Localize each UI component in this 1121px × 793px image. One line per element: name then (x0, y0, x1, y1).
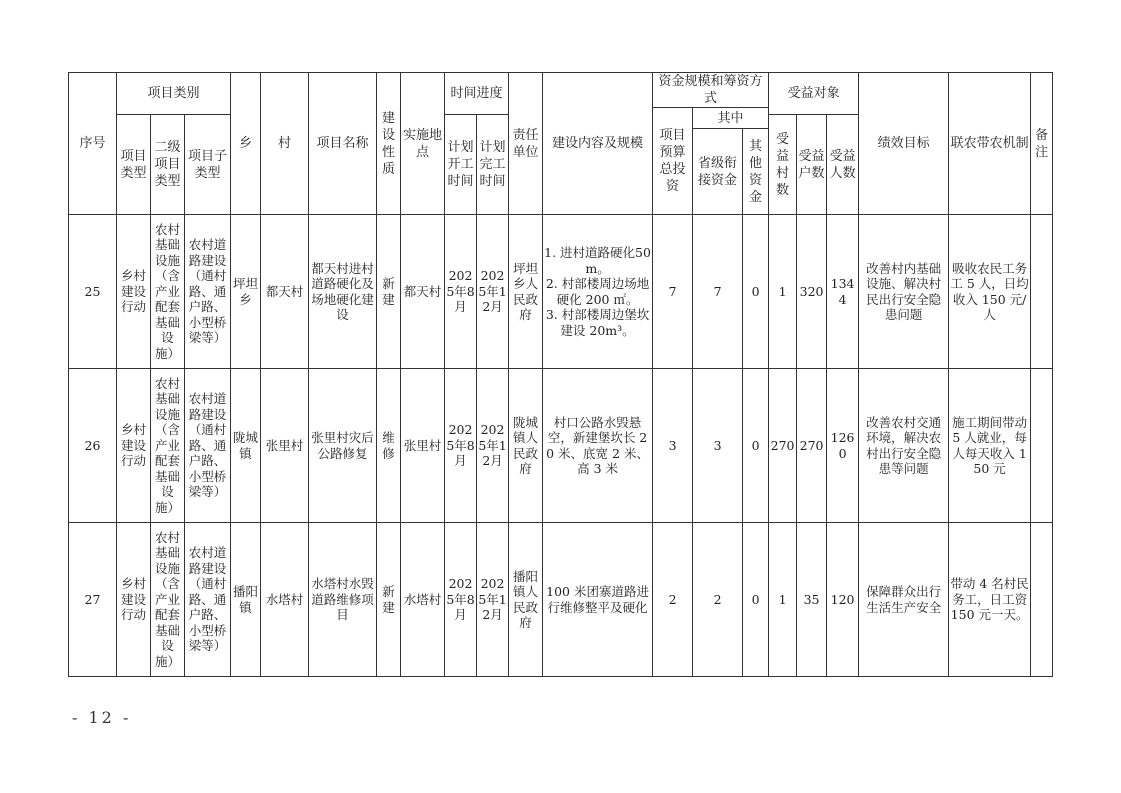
table-header (69, 73, 1053, 215)
cell-unit: 坪坦乡人民政府 (509, 215, 543, 369)
cell-goal: 改善村内基础设施、解决村民出行安全隐患问题 (859, 215, 949, 369)
header-other: 其他资金 (743, 129, 769, 215)
cell-start: 2025年8月 (445, 215, 477, 369)
header-remark: 备注 (1031, 73, 1053, 215)
header-township: 乡 (231, 73, 261, 215)
header-project-name: 项目名称 (309, 73, 377, 215)
cell-start: 2025年8月 (445, 523, 477, 677)
cell-total: 7 (653, 215, 693, 369)
cell-nature: 维修 (377, 369, 401, 523)
cell-total: 2 (653, 523, 693, 677)
cell-seq: 25 (69, 215, 117, 369)
cell-provincial: 2 (693, 523, 743, 677)
cell-unit: 陇城镇人民政府 (509, 369, 543, 523)
header-start: 计划开工时间 (445, 115, 477, 215)
cell-other: 0 (743, 369, 769, 523)
project-table (68, 72, 1053, 677)
cell-sub-type: 农村基础设施（含产业配套基础设施） (151, 523, 185, 677)
cell-seq: 27 (69, 523, 117, 677)
header-village: 村 (261, 73, 309, 215)
cell-remark (1031, 369, 1053, 523)
cell-benefit-people: 1344 (827, 215, 859, 369)
cell-goal: 改善农村交通环境，解决农村出行安全隐患等问题 (859, 369, 949, 523)
cell-village: 水塔村 (261, 523, 309, 677)
cell-benefit-villages: 270 (769, 369, 797, 523)
cell-content: 100 米团寨道路进行维修整平及硬化 (543, 523, 653, 677)
cell-mechanism: 带动 4 名村民务工，日工资 150 元一天。 (949, 523, 1031, 677)
cell-location: 水塔村 (401, 523, 445, 677)
cell-other: 0 (743, 523, 769, 677)
cell-nature: 新建 (377, 523, 401, 677)
header-nature: 建设性质 (377, 73, 401, 215)
header-fund-group: 资金规模和筹资方式 (653, 73, 769, 108)
cell-village: 都天村 (261, 215, 309, 369)
cell-township: 播阳镇 (231, 523, 261, 677)
table-row (69, 215, 1053, 369)
cell-end: 2025年12月 (477, 215, 509, 369)
header-sub-type: 二级项目类型 (151, 115, 185, 215)
header-total: 项目预算总投资 (653, 108, 693, 215)
cell-project-type: 乡村建设行动 (117, 215, 151, 369)
cell-location: 张里村 (401, 369, 445, 523)
cell-sub-type: 农村基础设施（含产业配套基础设施） (151, 215, 185, 369)
cell-benefit-people: 1260 (827, 369, 859, 523)
header-end: 计划完工时间 (477, 115, 509, 215)
table-row (69, 369, 1053, 523)
header-location: 实施地点 (401, 73, 445, 215)
cell-benefit-households: 270 (797, 369, 827, 523)
header-sub-sub-type: 项目子类型 (185, 115, 231, 215)
cell-total: 3 (653, 369, 693, 523)
cell-content: 1. 进村道路硬化50m。 2. 村部楼周边场地硬化 200 ㎡。 3. 村部楼周边堡坎建设 20m³。 (543, 215, 653, 369)
header-provincial: 省级衔接资金 (693, 129, 743, 215)
header-category-group: 项目类别 (117, 73, 231, 115)
cell-other: 0 (743, 215, 769, 369)
cell-sub-sub-type: 农村道路建设（通村路、通户路、小型桥梁等） (185, 523, 231, 677)
cell-provincial: 7 (693, 215, 743, 369)
cell-village: 张里村 (261, 369, 309, 523)
table-body (69, 215, 1053, 677)
cell-benefit-households: 320 (797, 215, 827, 369)
header-goal: 绩效目标 (859, 73, 949, 215)
cell-end: 2025年12月 (477, 523, 509, 677)
cell-township: 陇城镇 (231, 369, 261, 523)
cell-sub-type: 农村基础设施（含产业配套基础设施） (151, 369, 185, 523)
header-content: 建设内容及规模 (543, 73, 653, 215)
cell-benefit-villages: 1 (769, 523, 797, 677)
cell-sub-sub-type: 农村道路建设（通村路、通户路、小型桥梁等） (185, 369, 231, 523)
header-of-which: 其中 (693, 108, 769, 129)
header-seq: 序号 (69, 73, 117, 215)
cell-remark (1031, 523, 1053, 677)
cell-nature: 新建 (377, 215, 401, 369)
cell-goal: 保障群众出行生活生产安全 (859, 523, 949, 677)
cell-mechanism: 吸收农民工务工 5 人，日均收入 150 元/人 (949, 215, 1031, 369)
header-benefit-villages: 受益村数 (769, 115, 797, 215)
header-unit: 责任单位 (509, 73, 543, 215)
header-project-type: 项目类型 (117, 115, 151, 215)
header-benefit-households: 受益户数 (797, 115, 827, 215)
cell-benefit-people: 120 (827, 523, 859, 677)
cell-end: 2025年12月 (477, 369, 509, 523)
cell-project-type: 乡村建设行动 (117, 369, 151, 523)
cell-project-name: 张里村灾后公路修复 (309, 369, 377, 523)
cell-sub-sub-type: 农村道路建设（通村路、通户路、小型桥梁等） (185, 215, 231, 369)
cell-township: 坪坦乡 (231, 215, 261, 369)
cell-remark (1031, 215, 1053, 369)
cell-content: 村口公路水毁悬空，新建堡坎长 20 米、底宽 2 米、高 3 米 (543, 369, 653, 523)
cell-start: 2025年8月 (445, 369, 477, 523)
header-benefit-group: 受益对象 (769, 73, 859, 115)
header-time-group: 时间进度 (445, 73, 509, 115)
cell-unit: 播阳镇人民政府 (509, 523, 543, 677)
cell-mechanism: 施工期间带动 5 人就业，每人每天收入 150 元 (949, 369, 1031, 523)
table-row (69, 523, 1053, 677)
header-mechanism: 联农带农机制 (949, 73, 1031, 215)
page-number: - 12 - (72, 708, 132, 727)
cell-benefit-villages: 1 (769, 215, 797, 369)
cell-project-type: 乡村建设行动 (117, 523, 151, 677)
cell-seq: 26 (69, 369, 117, 523)
cell-location: 都天村 (401, 215, 445, 369)
cell-benefit-households: 35 (797, 523, 827, 677)
cell-project-name: 都天村进村道路硬化及场地硬化建设 (309, 215, 377, 369)
cell-project-name: 水塔村水毁道路维修项目 (309, 523, 377, 677)
cell-provincial: 3 (693, 369, 743, 523)
header-benefit-people: 受益人数 (827, 115, 859, 215)
